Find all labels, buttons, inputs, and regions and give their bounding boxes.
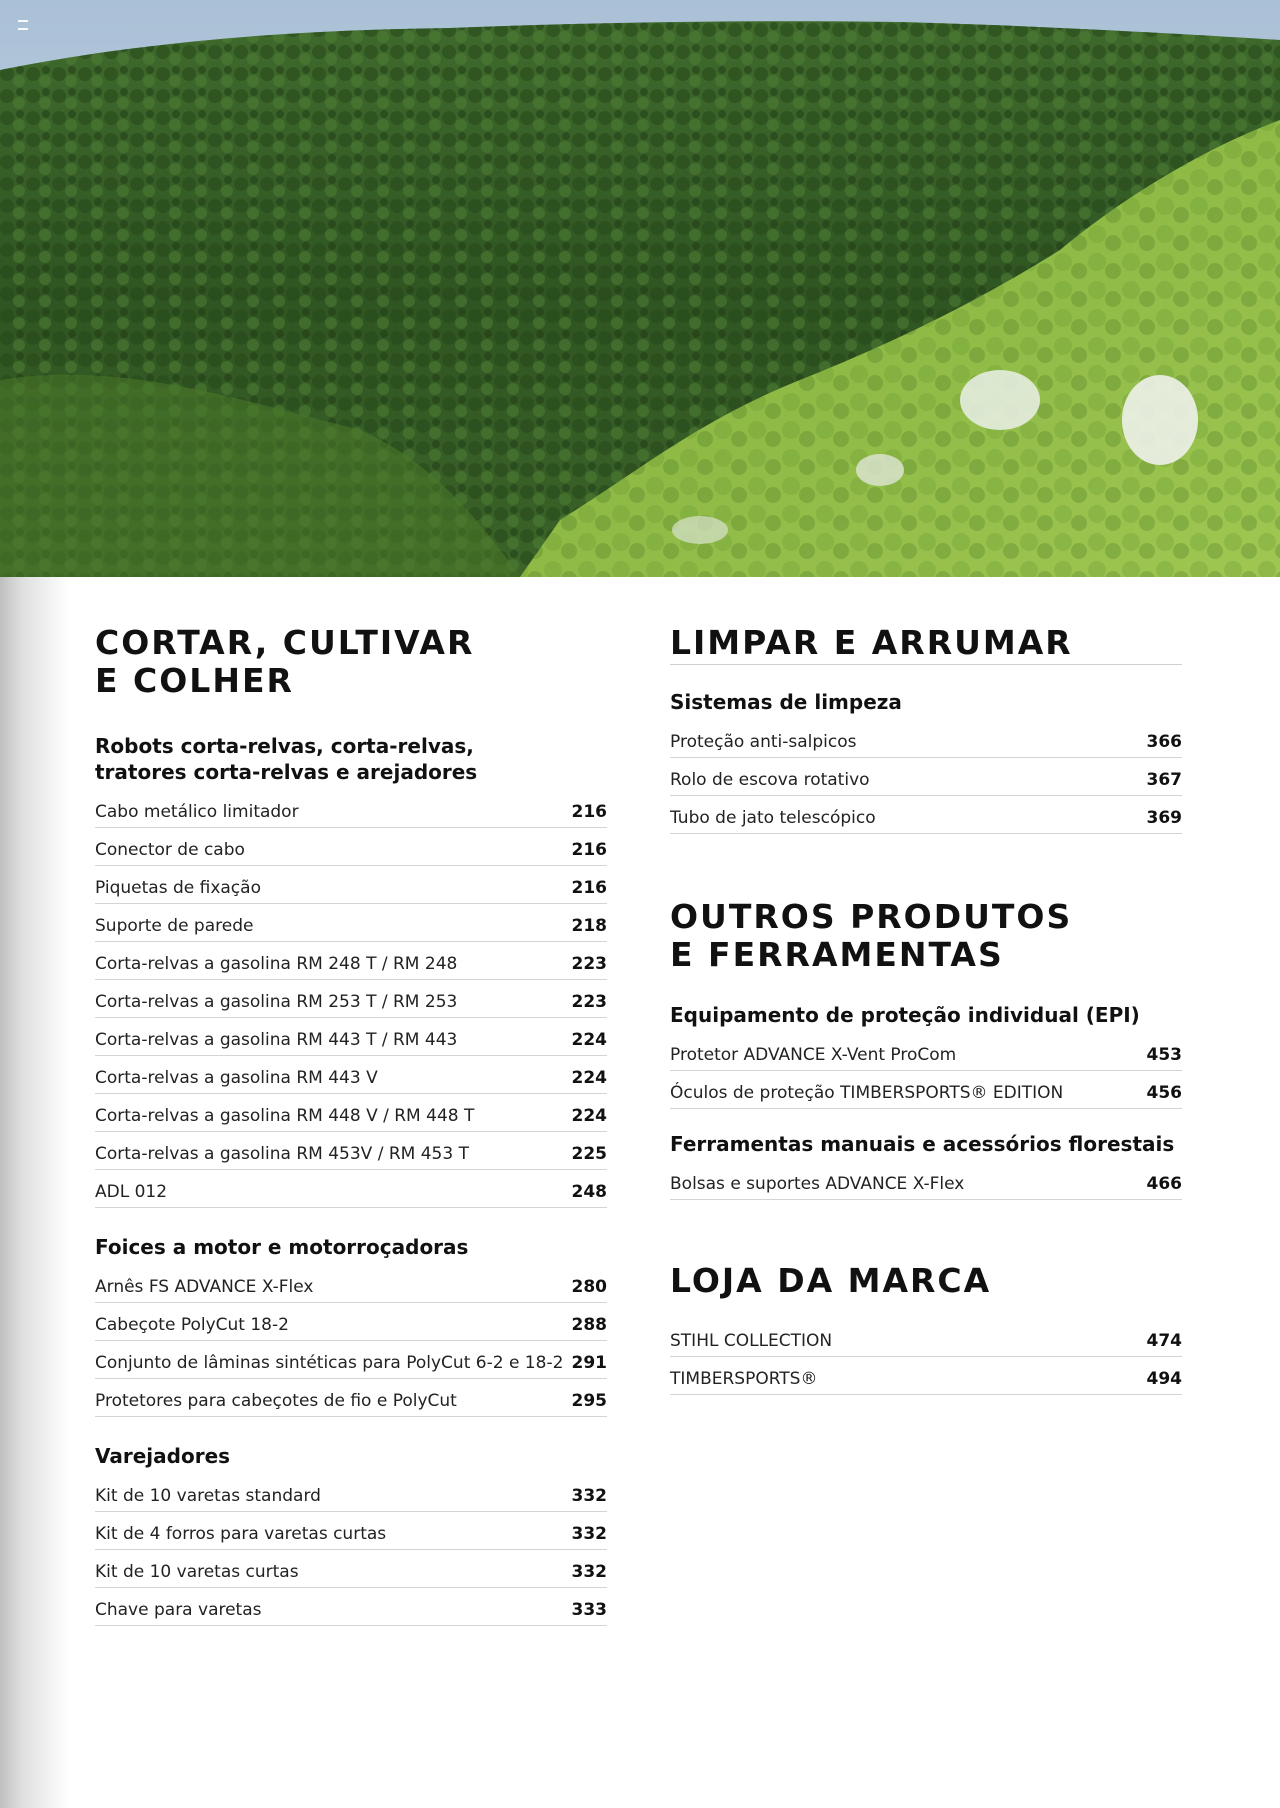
subsection-foices bbox=[95, 1234, 607, 1417]
subsection-varejadores bbox=[95, 1443, 607, 1626]
toc-entry[interactable]: Protetor ADVANCE X-Vent ProCom 453 bbox=[670, 1034, 1182, 1071]
toc-entry[interactable]: Corta-relvas a gasolina RM 248 T / RM 248 223 bbox=[95, 943, 607, 980]
toc-entry[interactable]: Corta-relvas a gasolina RM 453V / RM 453 T 225 bbox=[95, 1133, 607, 1170]
section-heading-loja: LOJA DA MARCA bbox=[670, 1261, 992, 1300]
section-heading-cortar: CORTAR, CULTIVAR E COLHER bbox=[95, 623, 475, 700]
toc-entry[interactable]: Conjunto de lâminas sintéticas para PolyCut 6-2 e 18-2 291 bbox=[95, 1342, 607, 1379]
toc-entry[interactable]: Piquetas de fixação 216 bbox=[95, 867, 607, 904]
toc-entry[interactable]: Bolsas e suportes ADVANCE X-Flex 466 bbox=[670, 1163, 1182, 1200]
subsection-title: Equipamento de proteção individual (EPI) bbox=[670, 1003, 1140, 1027]
hero-landscape-photo bbox=[0, 0, 1280, 577]
subsection-limpeza bbox=[670, 689, 1182, 834]
toc-entry[interactable]: Corta-relvas a gasolina RM 443 T / RM 443 224 bbox=[95, 1019, 607, 1056]
subsection-title: Sistemas de limpeza bbox=[670, 690, 902, 714]
toc-entry[interactable]: Chave para varetas 333 bbox=[95, 1589, 607, 1626]
subsection-loja bbox=[670, 1320, 1182, 1395]
toc-entry[interactable]: Cabo metálico limitador 216 bbox=[95, 791, 607, 828]
toc-entry[interactable]: STIHL COLLECTION 474 bbox=[670, 1320, 1182, 1357]
toc-entry[interactable]: Corta-relvas a gasolina RM 448 V / RM 448 T 224 bbox=[95, 1095, 607, 1132]
toc-entry[interactable]: Protetores para cabeçotes de fio e PolyCut 295 bbox=[95, 1380, 607, 1417]
section-heading-outros: OUTROS PRODUTOS E FERRAMENTAS bbox=[670, 897, 1073, 974]
toc-entry[interactable]: Rolo de escova rotativo 367 bbox=[670, 759, 1182, 796]
toc-entry[interactable]: Arnês FS ADVANCE X-Flex 280 bbox=[95, 1266, 607, 1303]
subsection-title: Varejadores bbox=[95, 1444, 231, 1468]
entry-list bbox=[670, 721, 1182, 834]
entry-list bbox=[670, 1320, 1182, 1395]
toc-entry[interactable]: Kit de 10 varetas curtas 332 bbox=[95, 1551, 607, 1588]
subsection-title: Foices a motor e motorroçadoras bbox=[95, 1235, 469, 1259]
toc-entry[interactable]: Óculos de proteção TIMBERSPORTS® EDITION 456 bbox=[670, 1072, 1182, 1109]
toc-entry[interactable]: Conector de cabo 216 bbox=[95, 829, 607, 866]
entry-list bbox=[670, 1163, 1182, 1200]
toc-entry[interactable]: Kit de 4 forros para varetas curtas 332 bbox=[95, 1513, 607, 1550]
toc-entry[interactable]: Suporte de parede 218 bbox=[95, 905, 607, 942]
entry-list bbox=[95, 1266, 607, 1417]
menu-icon[interactable] bbox=[18, 20, 28, 30]
toc-entry[interactable]: Cabeçote PolyCut 18-2 288 bbox=[95, 1304, 607, 1341]
entry-list bbox=[670, 1034, 1182, 1109]
subsection-robots bbox=[95, 733, 607, 1208]
toc-entry[interactable]: Corta-relvas a gasolina RM 253 T / RM 253 223 bbox=[95, 981, 607, 1018]
toc-entry[interactable]: Tubo de jato telescópico 369 bbox=[670, 797, 1182, 834]
entry-list bbox=[95, 791, 607, 1208]
toc-entry[interactable]: TIMBERSPORTS® 494 bbox=[670, 1358, 1182, 1395]
entry-list bbox=[95, 1475, 607, 1626]
toc-left-column bbox=[95, 624, 607, 1626]
toc-entry[interactable]: Proteção anti-salpicos 366 bbox=[670, 721, 1182, 758]
subsection-ferramentas bbox=[670, 1131, 1182, 1200]
toc-entry[interactable]: Kit de 10 varetas standard 332 bbox=[95, 1475, 607, 1512]
subsection-title: Ferramentas manuais e acessórios florestais bbox=[670, 1132, 1175, 1156]
toc-entry[interactable]: ADL 012 248 bbox=[95, 1171, 607, 1208]
toc-right-column bbox=[670, 624, 1182, 1395]
subsection-title: Robots corta-relvas, corta-relvas, tratores corta-relvas e arejadores bbox=[95, 734, 478, 784]
toc-entry[interactable]: Corta-relvas a gasolina RM 443 V 224 bbox=[95, 1057, 607, 1094]
section-heading-limpar: LIMPAR E ARRUMAR bbox=[670, 624, 1182, 665]
subsection-epi bbox=[670, 1002, 1182, 1109]
